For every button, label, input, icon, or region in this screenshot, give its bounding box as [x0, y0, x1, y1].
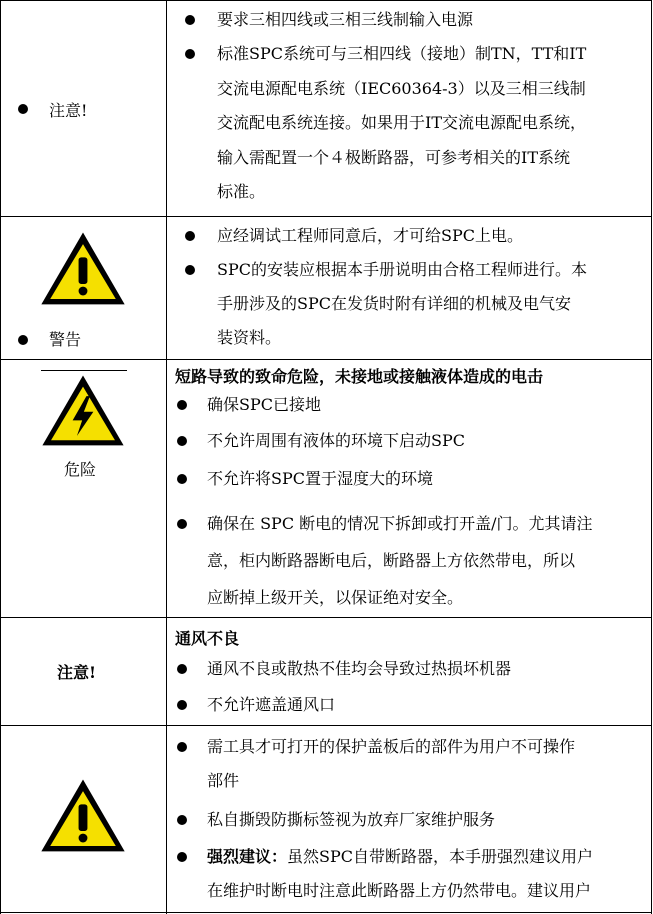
bullet [185, 231, 195, 241]
bullet [185, 265, 195, 275]
row1-label-cell [1, 1, 166, 216]
bullet [177, 474, 187, 484]
bullet [18, 335, 28, 345]
icon-top-rule [41, 370, 127, 371]
row4-content-cell: 通风不良 通风不良或散热不佳均会导致过热损坏机器 不允许遮盖通风口 [167, 618, 651, 725]
bullet [177, 815, 187, 825]
bullet [177, 436, 187, 446]
danger-label: 危险 [64, 460, 97, 479]
notice-label: 注意! [49, 101, 88, 120]
row3-content-cell: 短路导致的致命危险，未接地或接触液体造成的电击 确保SPC已接地 不允许周围有液体的环境下启动SPC 不允许将SPC置于湿度大的环境 确保在 SPC 断电的情况下拆卸或打开盖/门。尤其请注 意，柜内断路器断电后，断路器上方依然带电，所以 应断掉上级开关，以保证绝对安全。 [167, 360, 651, 617]
bullet [177, 664, 187, 674]
table-border-right [651, 0, 652, 914]
bullet [18, 104, 28, 114]
row5-label-cell [1, 726, 166, 912]
row3-label-cell [1, 360, 166, 617]
warning-exclamation-icon [38, 776, 128, 854]
ventilation-heading: 通风不良 [175, 629, 240, 648]
warning-exclamation-icon [38, 229, 128, 307]
bullet [185, 49, 195, 59]
bullet [177, 742, 187, 752]
bullet [177, 700, 187, 710]
strong-advice-prefix: 强烈建议： [207, 847, 288, 866]
bullet [177, 400, 187, 410]
row2-label-cell [1, 217, 166, 359]
warning-label: 警告 [49, 330, 82, 349]
notice-label: 注意! [57, 663, 97, 682]
bullet [177, 519, 187, 529]
table-border-bottom [0, 912, 652, 913]
row2-content-cell: 应经调试工程师同意后，才可给SPC上电。 SPC的安装应根据本手册说明由合格工程师进行。本 手册涉及的SPC在发货时附有详细的机械及电气安 装资料。 [167, 217, 651, 359]
row5-content-cell: 需工具才可打开的保护盖板后的部件为用户不可操作 部件 私自撕毁防撕标签视为放弃厂家维护服务 强烈建议：虽然SPC自带断路器，本手册强烈建议用户 在维护时断电时注意此断路器上方仍然带电。建议用户 [167, 726, 651, 912]
high-voltage-icon [39, 372, 127, 448]
bullet [185, 15, 195, 25]
bullet [177, 852, 187, 862]
danger-heading: 短路导致的致命危险，未接地或接触液体造成的电击 [175, 367, 544, 386]
row4-label-cell [1, 618, 166, 725]
row1-content-cell: 要求三相四线或三相三线制输入电源 标准SPC系统可与三相四线（接地）制TN，TT和IT 交流电源配电系统（IEC60364-3）以及三相三线制 交流配电系统连接。如果用于IT交流电源配电系统， 输入需配置一个４极断路器，可参考相关的IT系统 标准。 [167, 1, 651, 216]
